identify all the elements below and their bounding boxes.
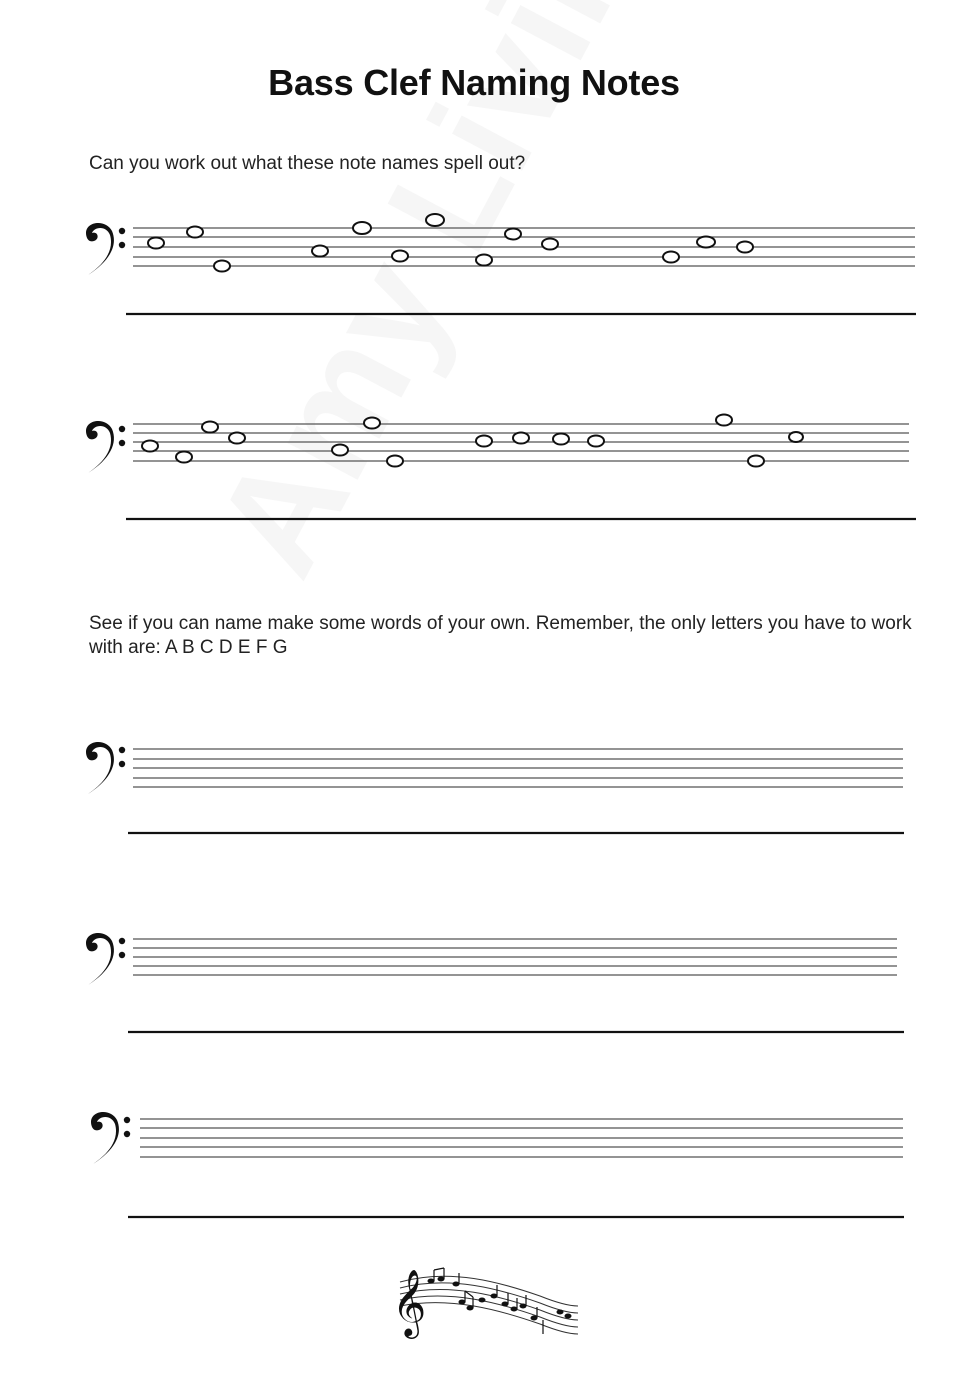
- bass-clef-icon: [86, 742, 125, 794]
- note: [476, 436, 492, 447]
- treble-clef-icon: 𝄞: [392, 1268, 427, 1336]
- staff-5-empty: [91, 1112, 904, 1217]
- staff-4-empty: [86, 933, 904, 1032]
- note: [176, 452, 192, 463]
- instruction-make-words: See if you can name make some words of your own. Remember, the only letters you have to work with are: A B C D E F G: [89, 613, 912, 658]
- note: [392, 251, 408, 262]
- note: [312, 246, 328, 257]
- note: [789, 432, 803, 442]
- note: [426, 214, 444, 226]
- music-wave-decoration-icon: [392, 1268, 578, 1339]
- note: [588, 436, 604, 447]
- note: [142, 441, 158, 452]
- note: [476, 255, 492, 266]
- note: [542, 239, 558, 250]
- note: [332, 445, 348, 456]
- bass-clef-icon: [91, 1112, 130, 1164]
- note: [663, 252, 679, 263]
- note: [505, 229, 521, 240]
- note: [214, 261, 230, 272]
- note: [737, 242, 753, 253]
- note: [202, 422, 218, 433]
- staff-2: [86, 415, 916, 520]
- note: [364, 418, 380, 429]
- bass-clef-icon: [86, 421, 125, 473]
- bass-clef-icon: [86, 223, 125, 275]
- note: [697, 237, 715, 248]
- page-title: Bass Clef Naming Notes: [268, 62, 680, 103]
- note: [748, 456, 764, 467]
- note: [716, 415, 732, 426]
- staff-1: [86, 214, 916, 314]
- note: [229, 433, 245, 444]
- bass-clef-icon: [86, 933, 125, 985]
- note: [513, 433, 529, 444]
- instruction-spell-out: Can you work out what these note names spell out?: [89, 153, 526, 174]
- note: [148, 238, 164, 249]
- note: [387, 456, 403, 467]
- staff-3-empty: [86, 742, 904, 833]
- note: [187, 227, 203, 238]
- note: [353, 222, 371, 234]
- note: [553, 434, 569, 445]
